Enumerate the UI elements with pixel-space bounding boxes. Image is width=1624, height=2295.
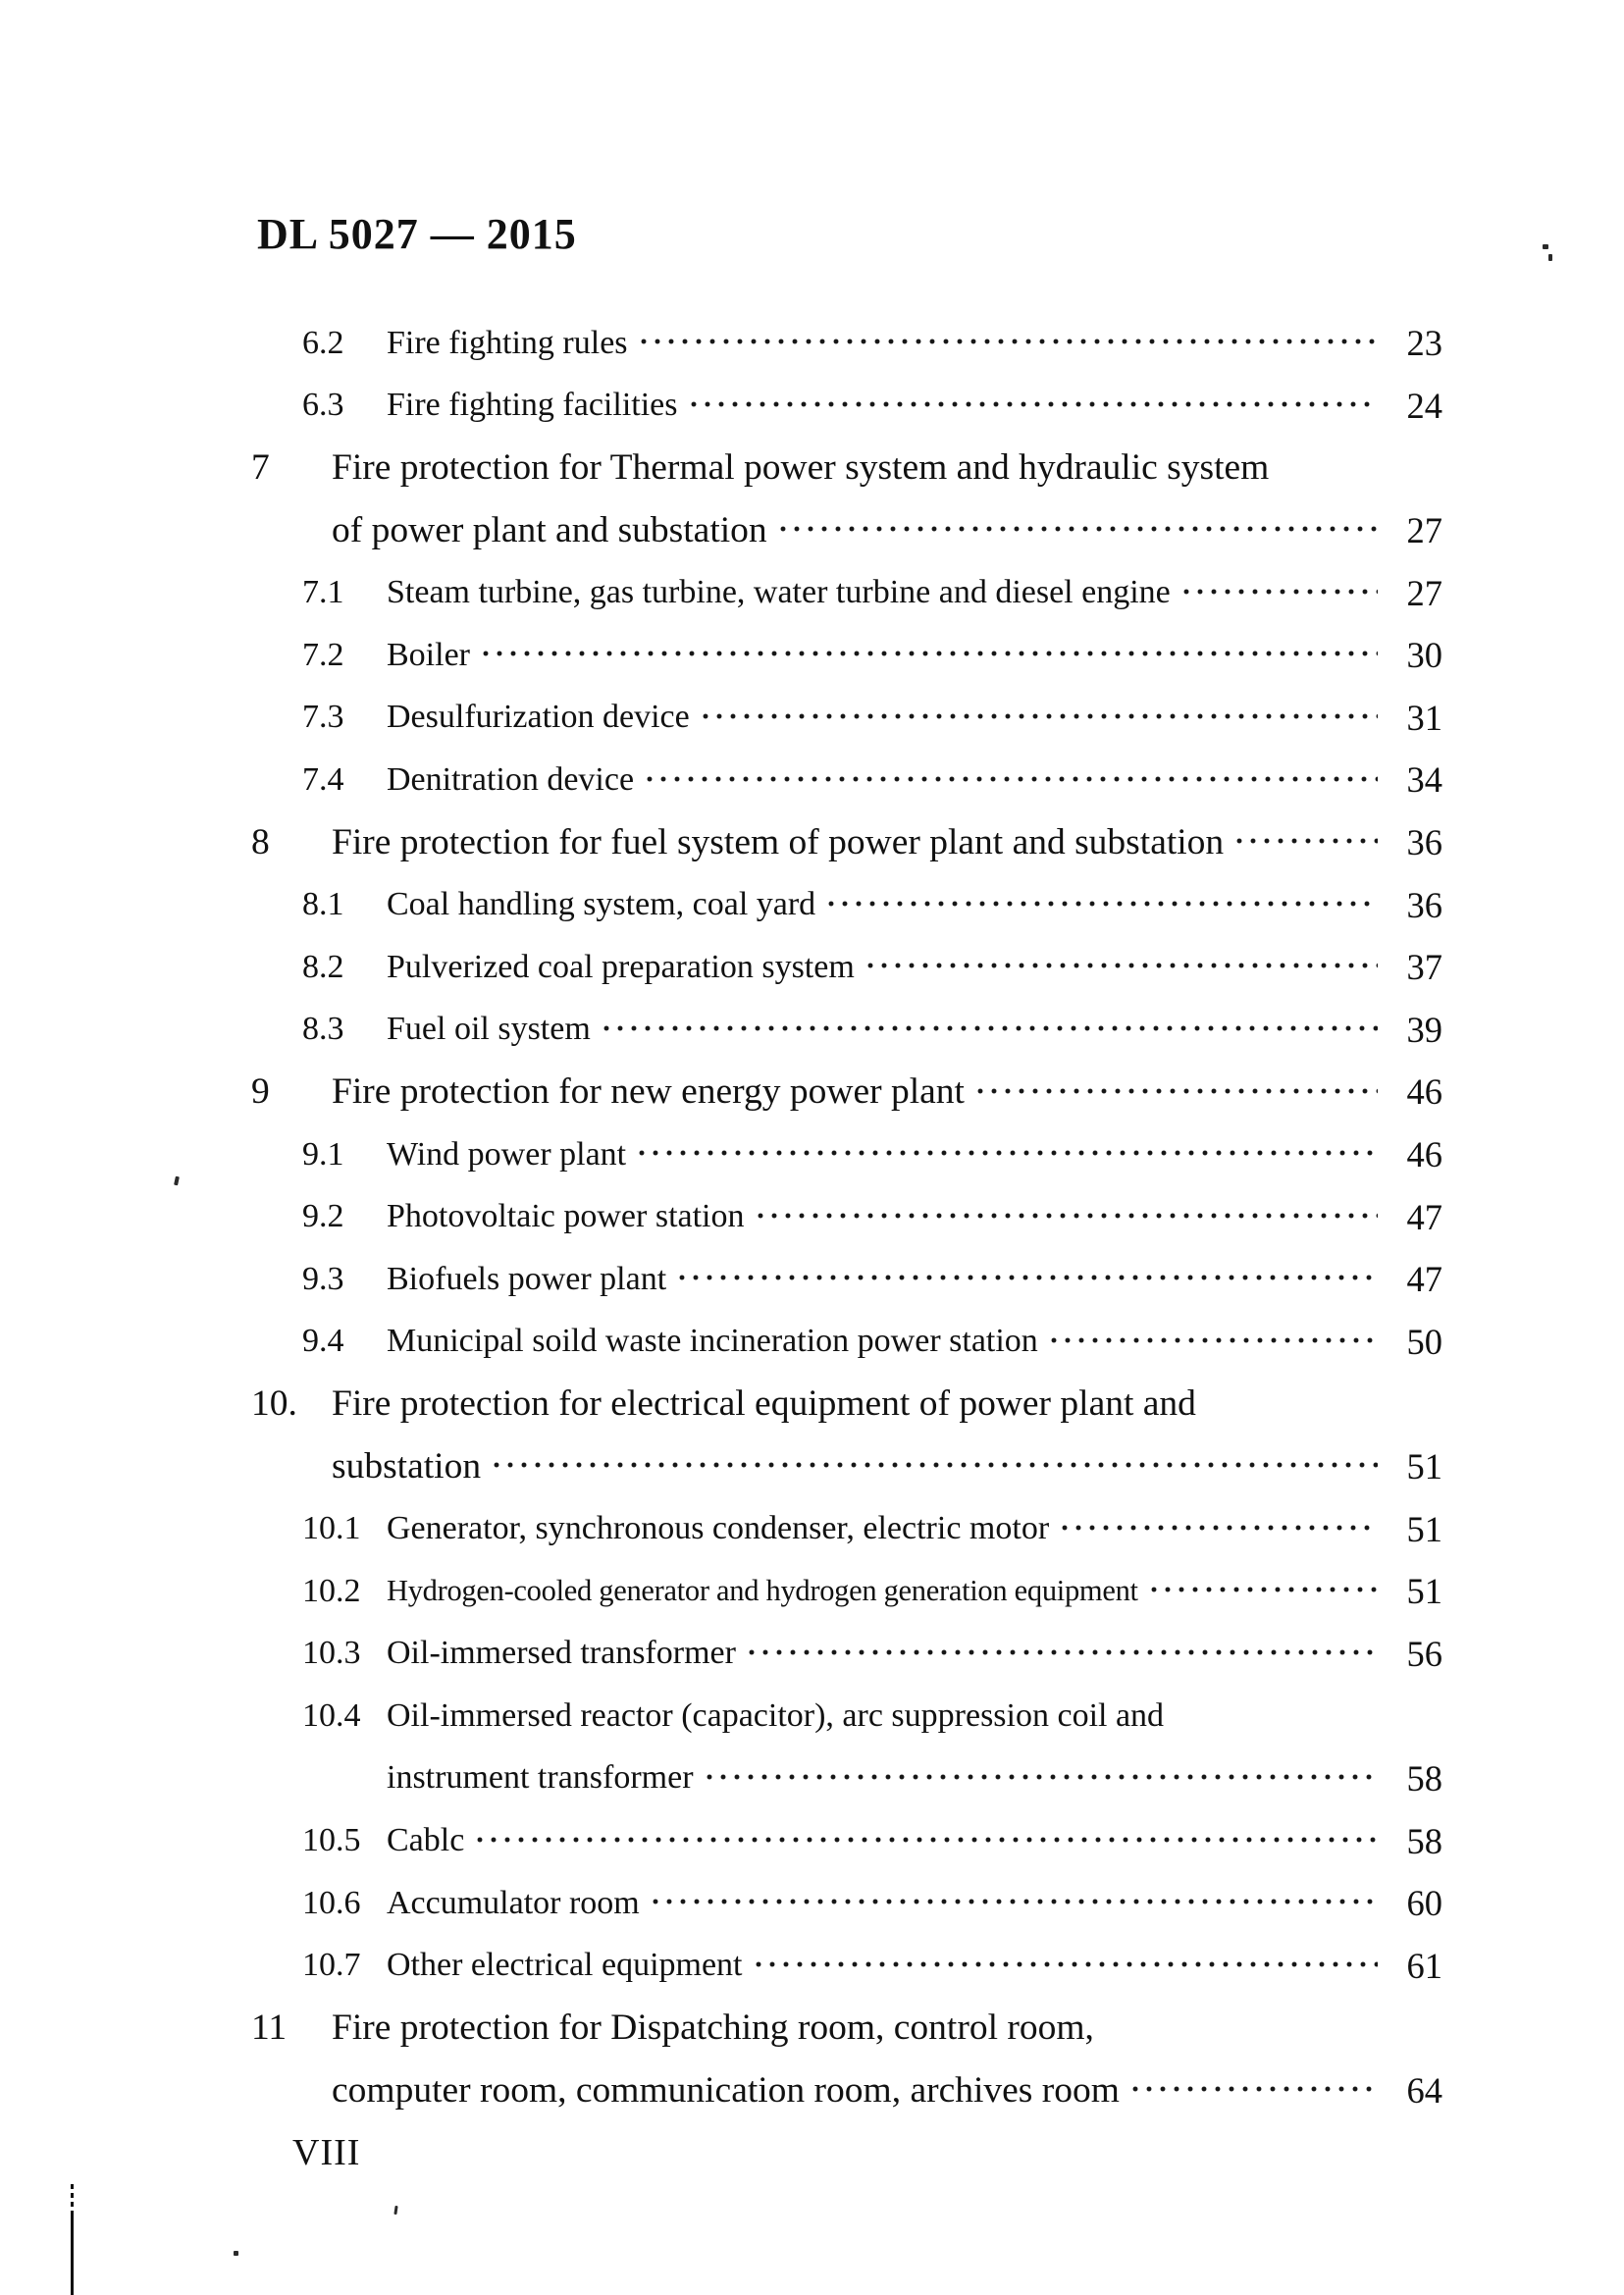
toc-leader-dots <box>1147 1574 1378 1609</box>
toc-list <box>0 312 1624 2121</box>
toc-row <box>0 437 1624 499</box>
toc-leader-dots <box>824 887 1378 922</box>
toc-entry-title: Desulfurization device <box>387 699 690 736</box>
toc-entry-number: 6.2 <box>302 324 344 361</box>
toc-row <box>0 873 1624 936</box>
toc-entry-number: 8.1 <box>302 886 344 923</box>
toc-entry-title: Cablc <box>387 1822 465 1859</box>
toc-leader-dots <box>479 638 1378 673</box>
toc-leader-dots <box>776 513 1378 548</box>
toc-row <box>0 1934 1624 1997</box>
toc-entry-title: Fire protection for electrical equipment of power plant and <box>332 1383 1196 1425</box>
toc-entry-page: 61 <box>1406 1945 1442 1986</box>
toc-row <box>0 561 1624 624</box>
toc-entry-number: 10.5 <box>302 1822 361 1859</box>
toc-leader-dots <box>643 762 1378 798</box>
toc-leader-dots <box>745 1636 1378 1671</box>
toc-entry-number: 10.1 <box>302 1510 361 1547</box>
toc-entry-number: 7.3 <box>302 699 344 736</box>
toc-entry-title: Denitration device <box>387 760 635 798</box>
scan-edge-line-dotted <box>71 2184 74 2214</box>
toc-entry-page: 60 <box>1406 1883 1442 1924</box>
toc-row <box>0 999 1624 1062</box>
toc-entry-page: 47 <box>1406 1196 1442 1237</box>
toc-entry-number: 11 <box>251 2008 288 2049</box>
toc-entry-page: 58 <box>1406 1820 1442 1861</box>
toc-entry-page: 37 <box>1406 947 1442 988</box>
toc-row <box>0 1560 1624 1623</box>
toc-entry-title: Wind power plant <box>387 1135 627 1173</box>
toc-entry-title: Fire fighting facilities <box>387 387 678 424</box>
toc-entry-page: 31 <box>1406 697 1442 738</box>
toc-entry-title: Generator, synchronous condenser, electric motor <box>387 1510 1050 1547</box>
toc-row <box>0 1123 1624 1186</box>
toc-row <box>0 1809 1624 1872</box>
toc-entry-number: 7.1 <box>302 574 344 611</box>
toc-leader-dots <box>675 1262 1378 1297</box>
toc-entry-title: Municipal soild waste incineration power station <box>387 1323 1038 1360</box>
toc-leader-dots <box>1232 825 1378 861</box>
toc-entry-number: 10.3 <box>302 1635 361 1672</box>
toc-entry-number: 8 <box>251 822 270 863</box>
toc-entry-title: Accumulator room <box>387 1884 640 1921</box>
toc-entry-page: 51 <box>1406 1445 1442 1487</box>
toc-entry-page: 23 <box>1406 323 1442 364</box>
toc-entry-page: 51 <box>1406 1571 1442 1612</box>
toc-row <box>0 1061 1624 1123</box>
toc-row <box>0 499 1624 562</box>
toc-entry-title: Pulverized coal preparation system <box>387 948 855 985</box>
toc-row <box>0 1248 1624 1311</box>
toc-leader-dots <box>703 1760 1378 1796</box>
toc-entry-number: 7.4 <box>302 760 344 798</box>
toc-entry-title: Oil-immersed reactor (capacitor), arc suppression coil and <box>387 1696 1165 1734</box>
toc-row <box>0 1872 1624 1935</box>
toc-entry-title: instrument transformer <box>387 1759 694 1797</box>
toc-entry-page: 24 <box>1406 385 1442 426</box>
toc-entry-number: 7.2 <box>302 636 344 673</box>
toc-leader-dots <box>600 1012 1378 1047</box>
toc-entry-page: 56 <box>1406 1633 1442 1674</box>
scan-speck <box>234 2251 238 2256</box>
toc-leader-dots <box>1128 2072 1378 2108</box>
document-code: DL 5027 — 2015 <box>257 210 577 258</box>
toc-entry-number: 9 <box>251 1071 270 1113</box>
toc-entry-page: 47 <box>1406 1259 1442 1300</box>
toc-entry-number: 9.3 <box>302 1260 344 1297</box>
toc-entry-title: Oil-immersed transformer <box>387 1635 736 1672</box>
page-number-roman: VIII <box>292 2132 361 2173</box>
toc-leader-dots <box>687 388 1379 423</box>
toc-leader-dots <box>473 1823 1378 1858</box>
toc-entry-page: 27 <box>1406 510 1442 551</box>
toc-row <box>0 312 1624 375</box>
toc-leader-dots <box>649 1886 1378 1921</box>
toc-entry-number: 10.6 <box>302 1884 361 1921</box>
toc-entry-page: 46 <box>1406 1071 1442 1113</box>
toc-entry-title: Photovoltaic power station <box>387 1198 745 1235</box>
toc-entry-page: 27 <box>1406 572 1442 613</box>
toc-row <box>0 1185 1624 1248</box>
toc-entry-title: Other electrical equipment <box>387 1947 743 1984</box>
toc-entry-page: 58 <box>1406 1757 1442 1799</box>
toc-entry-number: 10. <box>251 1383 297 1425</box>
scan-speck <box>393 2206 397 2215</box>
toc-row <box>0 375 1624 438</box>
toc-entry-title: Fire protection for Dispatching room, control room, <box>332 2008 1094 2049</box>
toc-row <box>0 1373 1624 1435</box>
toc-entry-title: Fuel oil system <box>387 1011 591 1048</box>
scan-speck <box>1543 244 1548 249</box>
toc-entry-number: 10.2 <box>302 1572 361 1609</box>
toc-entry-title: Fire protection for new energy power plant <box>332 1071 965 1113</box>
toc-leader-dots <box>637 326 1378 361</box>
toc-leader-dots <box>864 950 1378 985</box>
toc-row <box>0 1747 1624 1810</box>
toc-row <box>0 1497 1624 1560</box>
toc-leader-dots <box>754 1199 1378 1234</box>
toc-entry-number: 9.2 <box>302 1198 344 1235</box>
toc-entry-number: 10.4 <box>302 1696 361 1734</box>
toc-entry-title: of power plant and substation <box>332 510 767 551</box>
toc-row <box>0 1311 1624 1374</box>
toc-leader-dots <box>973 1074 1378 1110</box>
toc-entry-page: 39 <box>1406 1009 1442 1050</box>
toc-entry-page: 30 <box>1406 635 1442 676</box>
toc-entry-page: 64 <box>1406 2069 1442 2111</box>
toc-entry-title: Steam turbine, gas turbine, water turbine and diesel engine <box>387 574 1171 611</box>
toc-entry-page: 50 <box>1406 1321 1442 1362</box>
toc-entry-page: 36 <box>1406 884 1442 925</box>
toc-row <box>0 936 1624 999</box>
toc-row <box>0 687 1624 750</box>
toc-entry-number: 10.7 <box>302 1947 361 1984</box>
toc-leader-dots <box>1047 1324 1378 1359</box>
toc-row <box>0 624 1624 687</box>
toc-row <box>0 2060 1624 2122</box>
scan-speck <box>1548 254 1552 261</box>
toc-entry-title: Fire fighting rules <box>387 324 628 361</box>
toc-leader-dots <box>635 1137 1378 1173</box>
toc-row <box>0 811 1624 874</box>
toc-row <box>0 749 1624 811</box>
toc-leader-dots <box>1179 575 1378 610</box>
toc-entry-page: 46 <box>1406 1134 1442 1175</box>
toc-entry-title: Coal handling system, coal yard <box>387 886 816 923</box>
toc-entry-page: 34 <box>1406 759 1442 801</box>
scan-edge-line <box>71 2214 74 2295</box>
toc-entry-number: 8.2 <box>302 948 344 985</box>
toc-entry-title: Boiler <box>387 636 470 673</box>
toc-leader-dots <box>1058 1511 1378 1546</box>
toc-row <box>0 1435 1624 1498</box>
toc-leader-dots <box>699 700 1378 735</box>
toc-leader-dots <box>752 1948 1379 1983</box>
toc-entry-title: substation <box>332 1445 482 1487</box>
toc-entry-title: Fire protection for fuel system of power plant and substation <box>332 822 1225 863</box>
toc-entry-page: 36 <box>1406 822 1442 863</box>
toc-entry-number: 9.4 <box>302 1323 344 1360</box>
toc-entry-number: 8.3 <box>302 1011 344 1048</box>
toc-entry-number: 7 <box>251 447 270 489</box>
toc-row <box>0 1685 1624 1747</box>
toc-entry-page: 51 <box>1406 1508 1442 1549</box>
toc-entry-title: Fire protection for Thermal power system and hydraulic system <box>332 447 1270 489</box>
toc-entry-title: computer room, communication room, archives room <box>332 2069 1120 2111</box>
toc-leader-dots <box>490 1448 1378 1484</box>
toc-entry-title: Hydrogen-cooled generator and hydrogen generation equipment <box>387 1574 1138 1608</box>
toc-row <box>0 1622 1624 1685</box>
toc-row <box>0 1997 1624 2060</box>
toc-entry-title: Biofuels power plant <box>387 1260 667 1297</box>
toc-entry-number: 6.3 <box>302 387 344 424</box>
toc-entry-number: 9.1 <box>302 1135 344 1173</box>
